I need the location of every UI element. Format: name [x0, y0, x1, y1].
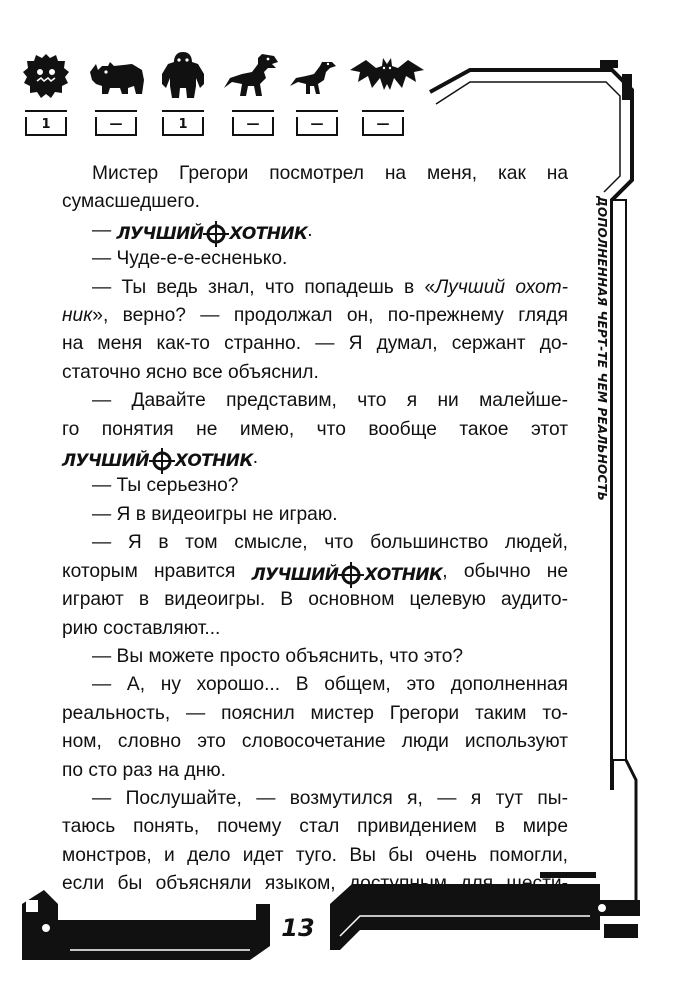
text-line: [62, 558, 568, 586]
logo-text-right: ХОТНИК: [174, 451, 253, 472]
text-line: таюсь понять, почему стал привидением в мире: [62, 816, 568, 838]
counter-value: —: [376, 116, 390, 132]
game-logo: [252, 565, 443, 585]
body-text: [62, 160, 568, 899]
page-number: 13: [281, 914, 315, 942]
t-rex-monster-icon: [222, 50, 280, 100]
logo-text-left: ЛУЧШИЙ: [62, 451, 149, 472]
crosshair-icon: [337, 561, 365, 589]
text-line: рию составляют...: [62, 617, 221, 639]
counter-value: —: [310, 116, 324, 132]
text-line: го понятия не имею, что вообще такое этот: [62, 418, 568, 440]
counter-value: 1: [41, 116, 51, 132]
monster-counter: [232, 112, 274, 136]
monster-counter: [362, 112, 404, 136]
text-line: — Я в видеоигры не играю.: [92, 503, 338, 525]
text-line: — Давайте представим, что я ни малейше-: [92, 390, 568, 412]
logo-text-left: ЛУЧШИЙ: [251, 564, 339, 585]
text-segment: которым нравится: [62, 560, 236, 582]
dash: —: [92, 219, 112, 241]
counter-value: —: [246, 116, 260, 132]
italic-segment: ник: [62, 305, 93, 327]
text-line: [62, 444, 568, 472]
text-line: — Чуде-е-е-есненько.: [92, 248, 288, 270]
logo-text-right: ХОТНИК: [229, 223, 308, 244]
text-line: — Вы можете просто объяснить, что это?: [92, 645, 464, 667]
text-line: — Ты серьезно?: [92, 475, 239, 497]
crosshair-icon: [202, 220, 230, 248]
text-segment: , обычно не: [442, 560, 568, 582]
text-line: — Послушайте, — возмутился я, — я тут пы-: [92, 787, 568, 809]
text-segment: — Ты ведь знал, что попадешь в «: [92, 276, 436, 298]
text-line: [62, 217, 568, 245]
logo-text-right: ХОТНИК: [364, 564, 443, 585]
text-segment: », верно? — продолжал он, по-прежнему глядя: [92, 305, 568, 327]
text-line: — Я в том смысле, что большинство людей,: [92, 532, 568, 554]
logo-text-left: ЛУЧШИЙ: [116, 223, 204, 244]
monster-counter: [25, 112, 67, 136]
text-line: реальность, — пояснил мистер Грегори таким то-: [62, 702, 568, 724]
rhino-monster-icon: [88, 50, 146, 100]
punctuation: .: [252, 447, 259, 469]
bat-monster-icon: [348, 50, 426, 100]
punctuation: .: [307, 219, 313, 241]
text-line: если бы объясняли языком, доступным для шести-: [62, 873, 568, 895]
crosshair-icon: [148, 447, 176, 475]
running-title: [592, 196, 616, 716]
text-line: играют в видеоигры. В основном целевую аудито-: [62, 589, 568, 611]
text-line: Мистер Грегори посмотрел на меня, как на: [92, 163, 568, 184]
text-line: сумасшедшего.: [62, 191, 200, 213]
monster-counter: [95, 112, 137, 136]
italic-segment: Лучший охот-: [435, 276, 568, 298]
game-logo: [117, 224, 308, 244]
text-line: по сто раз на дню.: [62, 759, 226, 781]
game-logo: [62, 451, 253, 471]
counter-value: 1: [178, 116, 188, 132]
monster-counter: [296, 112, 338, 136]
raptor-monster-icon: [288, 50, 338, 100]
text-line: статочно ясно все объяснил.: [62, 361, 319, 383]
text-line: — А, ну хорошо... В общем, это дополненная: [92, 674, 568, 696]
running-title-text: ДОПОЛНЕННАЯ ЧЕРТ-ТЕ ЧЕМ РЕАЛЬНОСТЬ: [595, 196, 609, 502]
counter-value: —: [109, 116, 123, 132]
text-line: ном, словно это словосочетание люди используют: [62, 731, 568, 753]
furball-monster-icon: [20, 50, 72, 100]
text-line: монстров, и дело идет туго. Вы бы очень помогли,: [62, 844, 568, 866]
text-line: на меня как-то странно. — Я думал, сержант до-: [62, 333, 568, 355]
text-line: [62, 302, 568, 330]
yeti-monster-icon: [158, 50, 208, 100]
monster-counter: [162, 112, 204, 136]
text-line: [62, 274, 568, 302]
